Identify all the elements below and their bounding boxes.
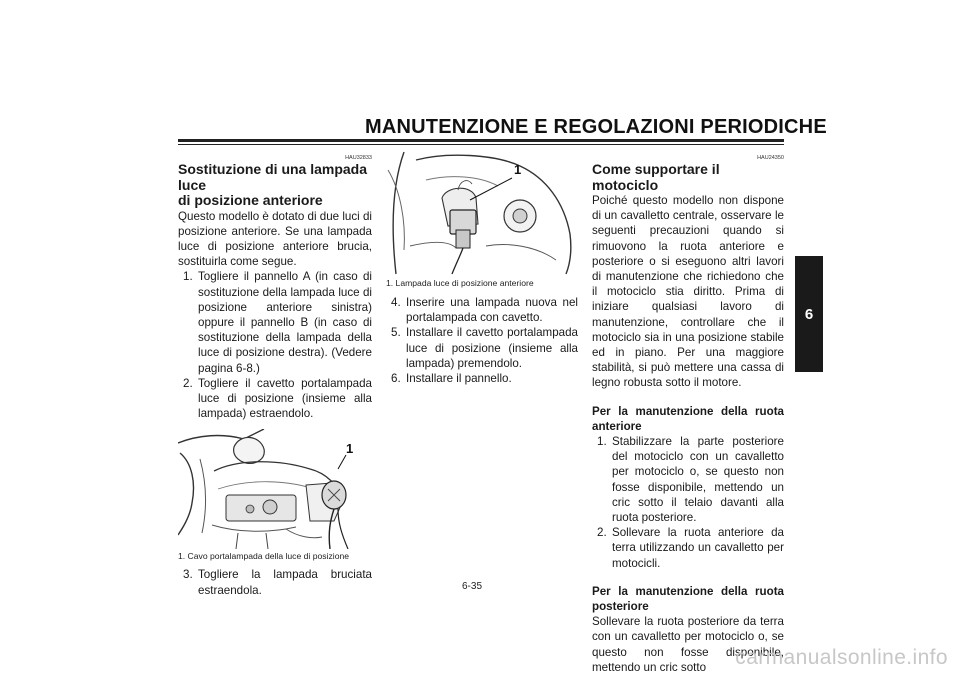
- subsection-heading-front: Per la manutenzione della ruota anteriore: [592, 404, 784, 433]
- list-item-number: 5.: [391, 326, 401, 340]
- section-code: HAU24350: [757, 155, 784, 161]
- intro-paragraph: Poiché questo modello non dispone di un cavalletto centrale, osservare le seguenti precauzioni quando si rimuovono la ruota anteriore e posteriore o si eseguono altri lavori di manutenzione che richiedono che il motociclo stia diritto. Prima di iniziare qualsiasi lavoro di manutenzione, controllare che il motociclo sia in una posizione stabile ed in piano. Per una maggiore stabilità, si può mettere una cassa di legno robusta sotto il motore.: [592, 194, 784, 390]
- list-item: [178, 376, 372, 422]
- list-item-text: Sollevare la ruota anteriore da terra utilizzando un cavalletto per motocicli.: [612, 526, 784, 570]
- instruction-list-continued: [178, 567, 372, 597]
- list-item-text: Installare il pannello.: [406, 372, 512, 386]
- figure-caption: 1. Cavo portalampada della luce di posizione: [178, 551, 350, 562]
- section-heading-line2: di posizione anteriore: [178, 192, 323, 208]
- section-heading-line1: Sostituzione di una lampada luce: [178, 161, 368, 193]
- list-item-number: 2.: [183, 376, 193, 390]
- list-item: [386, 325, 578, 371]
- list-item-number: 4.: [391, 296, 401, 309]
- page-header-title: MANUTENZIONE E REGOLAZIONI PERIODICHE: [365, 116, 827, 138]
- column-right: [592, 150, 784, 675]
- list-item-text: Stabilizzare la parte posteriore del motociclo con un cavalletto per motociclo o, se questo non fosse disponibile, mettendo un cric sotto il telaio davanti alla ruota posteriore.: [612, 435, 784, 525]
- list-item-text: Inserire una lampada nuova nel portalampada con cavetto.: [406, 296, 578, 325]
- list-item: [178, 269, 372, 375]
- list-item: [178, 567, 372, 597]
- instruction-list: [386, 295, 578, 386]
- section-code: HAU32833: [345, 155, 372, 161]
- list-item-text: Installare il cavetto portalampada luce di posizione (insieme alla lampada) premendolo.: [406, 326, 578, 370]
- list-item-number: 1.: [183, 270, 193, 284]
- subsection-heading-rear: Per la manutenzione della ruota posteriore: [592, 584, 784, 614]
- column-left: [178, 150, 372, 598]
- instruction-list: [592, 434, 784, 571]
- chapter-tab-number: 6: [804, 305, 814, 323]
- list-item: [386, 295, 578, 325]
- section-heading: Come supportare il motociclo: [592, 161, 720, 193]
- rear-paragraph: Sollevare la ruota posteriore da terra con un cavalletto per motociclo o, se questo non fosse disponibile, mettendo un cric sotto: [592, 615, 784, 674]
- list-item-number: 3.: [183, 568, 193, 582]
- header-rule-thick: [178, 139, 784, 142]
- chapter-tab: [795, 256, 823, 372]
- column-middle: [386, 150, 578, 386]
- list-item: [592, 525, 784, 571]
- list-item-number: 1.: [597, 435, 607, 449]
- callout-number: 1: [514, 162, 522, 177]
- list-item-text: Togliere il cavetto portalampada luce di posizione (insieme alla lampada) estraendolo.: [198, 376, 372, 421]
- instruction-list: [178, 269, 372, 421]
- list-item-text: Togliere il pannello A (in caso di sostituzione della lampada luce di posizione anteriore sinistra) oppure il pannello B (in caso di sostituzione della lampada della luce di posizione destra). (Vedere pagina 6-8.): [198, 270, 372, 375]
- list-item: [592, 434, 784, 525]
- list-item: [386, 371, 578, 386]
- header-rule-thin: [178, 144, 784, 145]
- list-item-number: 6.: [391, 372, 401, 386]
- figure-caption: 1. Lampada luce di posizione anteriore: [386, 278, 534, 288]
- section-heading: [178, 162, 372, 209]
- list-item-number: 2.: [597, 526, 607, 540]
- bulb-illustration: [386, 150, 578, 276]
- bulb-socket-illustration: [178, 429, 372, 549]
- list-item-text: Togliere la lampada bruciata estraendola.: [198, 568, 372, 597]
- callout-number: 1: [346, 441, 354, 457]
- intro-paragraph: Questo modello è dotato di due luci di posizione anteriore. Se una lampada luce di posizione anteriore brucia, sostituirla come segue.: [178, 209, 372, 269]
- watermark: carmanualsonline.info: [735, 646, 948, 669]
- page-number: 6-35: [462, 581, 483, 592]
